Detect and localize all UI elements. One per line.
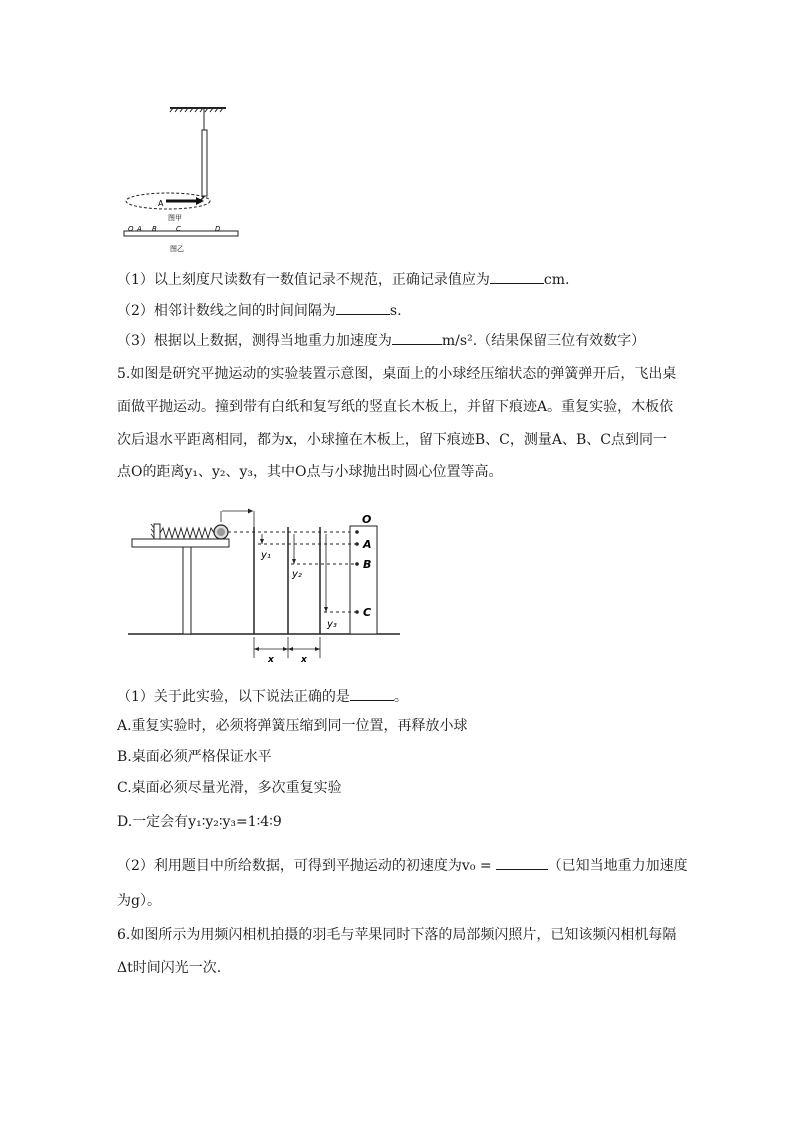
tape-mark-b: B (152, 225, 157, 233)
q5-sub-1: （1）关于此实验，以下说法正确的是 。 (117, 686, 408, 707)
q5-stem-line-2: 面做平抛运动。撞到带有白纸和复写纸的竖直长木板上，并留下痕迹A。重复实验，木板依 (117, 399, 674, 415)
q5-stem-line-3: 次后退水平距离相同，都为x，小球撞在木板上，留下痕迹B、C，测量A、B、C点到同一 (117, 432, 668, 448)
projectile-apparatus-figure (125, 500, 405, 668)
q5-option-a: A.重复实验时，必须将弹簧压缩到同一位置，再释放小球 (117, 718, 468, 734)
point-b: B (363, 558, 372, 571)
label-x-2: x (301, 655, 307, 665)
q5-sub-2: （2）利用题目中所给数据，可得到平抛运动的初速度为v₀ = （已知当地重力加速度 (117, 855, 688, 876)
q6-stem-line-2: Δt时间闪光一次. (117, 960, 222, 976)
label-y1: y₁ (261, 550, 271, 561)
answer-blank[interactable] (392, 330, 442, 345)
tape-mark-o: O (128, 225, 134, 233)
q5-stem-line-4: 点O的距离y₁、y₂、y₃，其中O点与小球抛出时圆心位置等高。 (117, 464, 503, 480)
label-y3: y₃ (327, 619, 337, 630)
answer-blank[interactable] (496, 855, 548, 870)
q5-sub-2-cont: 为g）。 (117, 893, 161, 909)
q4-part-1: （1）以上刻度尺读数有一数值记录不规范，正确记录值应为 cm. (117, 269, 569, 290)
q5-stem-line-1: 5.如图是研究平抛运动的实验装置示意图，桌面上的小球经压缩状态的弹簧弹开后，飞出桌 (117, 366, 677, 382)
pendulum-apparatus-figure (118, 100, 248, 255)
q5-option-c: C.桌面必须尽量光滑，多次重复实验 (117, 780, 342, 796)
q5-option-b: B.桌面必须严格保证水平 (117, 749, 272, 765)
answer-blank[interactable] (336, 300, 390, 315)
label-x-1: x (268, 655, 274, 665)
point-c: C (363, 606, 372, 619)
tape-mark-d: D (215, 225, 221, 233)
q4-part-2: （2）相邻计数线之间的时间间隔为 s. (117, 300, 402, 321)
answer-blank[interactable] (490, 269, 544, 284)
q6-stem-line-1: 6.如图所示为用频闪相机拍摄的羽毛与苹果同时下落的局部频闪照片，已知该频闪相机每隔 (117, 927, 677, 943)
tape-mark-c: C (176, 225, 181, 233)
label-y2: y₂ (292, 569, 302, 580)
q4-part-3: （3）根据以上数据，测得当地重力加速度为 m/s².（结果保留三位有效数字） (117, 330, 645, 351)
point-a: A (363, 538, 372, 551)
caption-top: 图甲 (168, 214, 182, 222)
point-o: O (362, 513, 372, 526)
q5-option-d: D.一定会有y₁∶y₂∶y₃=1∶4∶9 (117, 814, 282, 830)
caption-bottom: 图乙 (170, 245, 184, 253)
tape-mark-a: A (137, 225, 142, 233)
answer-blank[interactable] (350, 686, 394, 701)
ball-label-a: A (158, 199, 164, 208)
